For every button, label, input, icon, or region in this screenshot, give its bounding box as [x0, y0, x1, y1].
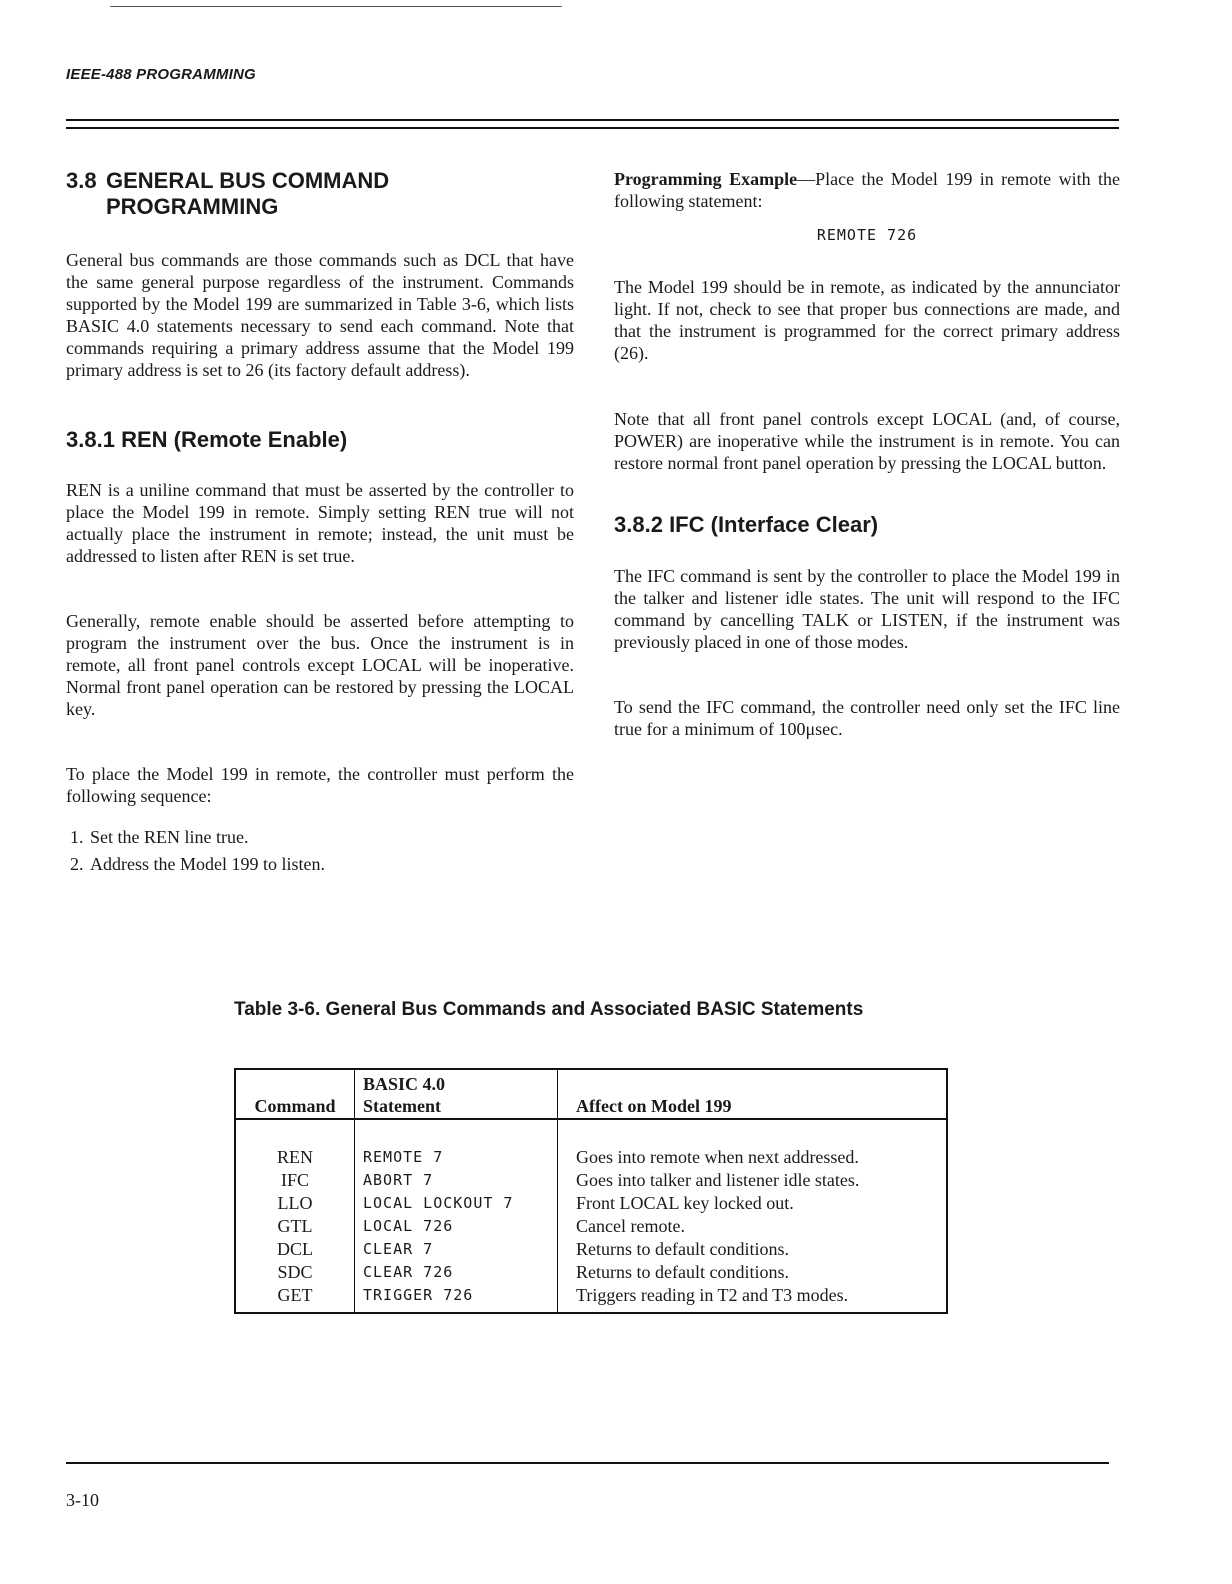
ren-paragraph-1: REN is a uniline command that must be asserted by the controller to place the Model 199 in remote. Simply setting REN true will not actually place the instrument in remote; instead, the unit must be addressed to listen after REN is set true.	[66, 480, 574, 566]
cell-affect: Goes into talker and listener idle states.	[576, 1169, 860, 1190]
front-panel-paragraph: Note that all front panel controls except LOCAL (and, of course, POWER) are inoperative while the instrument is in remote. You can restore normal front panel operation by pressing the LOCAL button.	[614, 409, 1120, 473]
cell-affect: Returns to default conditions.	[576, 1261, 789, 1282]
right-column	[614, 168, 1120, 740]
list-item: 1. Set the REN line true.	[88, 824, 574, 851]
section-number: 3.8.2	[614, 512, 663, 537]
ren-steps	[66, 824, 574, 878]
cell-command: DCL	[235, 1237, 355, 1260]
statement-code: REMOTE 7	[363, 1148, 444, 1166]
table-row	[235, 1168, 947, 1191]
statement-header-line1: BASIC 4.0	[363, 1074, 446, 1094]
cell-command: IFC	[235, 1168, 355, 1191]
cell-statement	[355, 1119, 558, 1168]
table-row	[235, 1191, 947, 1214]
left-column	[66, 168, 574, 878]
section-3-8-2-heading	[614, 512, 1120, 538]
cell-statement	[355, 1168, 558, 1191]
remote-check-paragraph: The Model 199 should be in remote, as indicated by the annunciator light. If not, check to see that proper bus connections are made, and that the instrument is programmed for the correct primary address (26).	[614, 277, 1120, 363]
column-header-command: Command	[235, 1069, 355, 1119]
cell-statement	[355, 1283, 558, 1313]
code-remote-726: REMOTE 726	[816, 226, 918, 244]
statement-code: ABORT 7	[363, 1171, 434, 1189]
cell-affect: Front LOCAL key locked out.	[576, 1192, 794, 1213]
section-3-8-1-heading	[66, 427, 574, 453]
bus-commands-table	[234, 1068, 948, 1314]
remote-statement	[614, 226, 1120, 245]
cell-command: GTL	[235, 1214, 355, 1237]
table-row	[235, 1237, 947, 1260]
table-title: Table 3-6. General Bus Commands and Associated BASIC Statements	[234, 999, 864, 1020]
section-title: REN (Remote Enable)	[121, 427, 348, 452]
section-title-line1: GENERAL BUS COMMAND	[106, 168, 390, 193]
table-row	[235, 1214, 947, 1237]
table-row	[235, 1283, 947, 1313]
cell-command: REN	[235, 1119, 355, 1168]
statement-code: LOCAL 726	[363, 1217, 454, 1235]
table-row	[235, 1119, 947, 1168]
programming-example-intro	[614, 168, 1120, 212]
statement-code: LOCAL LOCKOUT 7	[363, 1194, 514, 1212]
cell-command: SDC	[235, 1260, 355, 1283]
statement-code: CLEAR 7	[363, 1240, 434, 1258]
header-rule	[66, 119, 1119, 129]
cell-statement	[355, 1191, 558, 1214]
top-scan-line	[110, 6, 562, 7]
section-3-8-body: General bus commands are those commands such as DCL that have the same general purpose regardless of the instrument. Commands supported by the Model 199 are summarized in Table 3-6, which lists BASIC 4.0 statements necessary to send each command. Note that commands requiring a primary address assume that the Model 199 primary address is set to 26 (its factory default address).	[66, 250, 574, 380]
ren-paragraph-3: To place the Model 199 in remote, the controller must perform the following sequence:	[66, 764, 574, 806]
statement-code: TRIGGER 726	[363, 1286, 474, 1304]
table-header-row	[235, 1069, 947, 1119]
ifc-paragraph-2: To send the IFC command, the controller need only set the IFC line true for a minimum of 100μsec.	[614, 697, 1120, 739]
cell-command: LLO	[235, 1191, 355, 1214]
table-row	[235, 1260, 947, 1283]
cell-statement	[355, 1237, 558, 1260]
list-item: 2. Address the Model 199 to listen.	[88, 851, 574, 878]
statement-code: CLEAR 726	[363, 1263, 454, 1281]
footer-rule	[66, 1462, 1109, 1464]
section-3-8-heading	[66, 168, 574, 220]
column-header-statement	[355, 1069, 558, 1119]
programming-example-text: —Place the Model 199 in remote with the following statement:	[614, 169, 1120, 211]
programming-example-lead: Programming Example	[614, 169, 798, 189]
cell-affect: Goes into remote when next addressed.	[576, 1146, 859, 1167]
cell-statement	[355, 1260, 558, 1283]
section-title: IFC (Interface Clear)	[669, 512, 879, 537]
section-title-line2: PROGRAMMING	[106, 194, 279, 219]
section-number: 3.8	[66, 168, 97, 193]
cell-affect: Triggers reading in T2 and T3 modes.	[576, 1284, 849, 1305]
cell-affect: Cancel remote.	[576, 1215, 685, 1236]
cell-command: GET	[235, 1283, 355, 1313]
ren-paragraph-2: Generally, remote enable should be asserted before attempting to program the instrument over the bus. Once the instrument is in remote, all front panel controls except LOCAL will be inoperative. Normal front panel operation can be restored by pressing the LOCAL key.	[66, 611, 574, 719]
column-header-affect: Affect on Model 199	[558, 1069, 948, 1119]
ifc-paragraph-1: The IFC command is sent by the controller to place the Model 199 in the talker and listener idle states. The unit will respond to the IFC command by cancelling TALK or LISTEN, if the instrument was previously placed in one of those modes.	[614, 566, 1120, 652]
running-head: IEEE-488 PROGRAMMING	[66, 66, 256, 83]
cell-statement	[355, 1214, 558, 1237]
page-number: 3-10	[66, 1490, 99, 1510]
statement-header-line2: Statement	[363, 1096, 441, 1116]
cell-affect: Returns to default conditions.	[576, 1238, 789, 1259]
section-number: 3.8.1	[66, 427, 115, 452]
